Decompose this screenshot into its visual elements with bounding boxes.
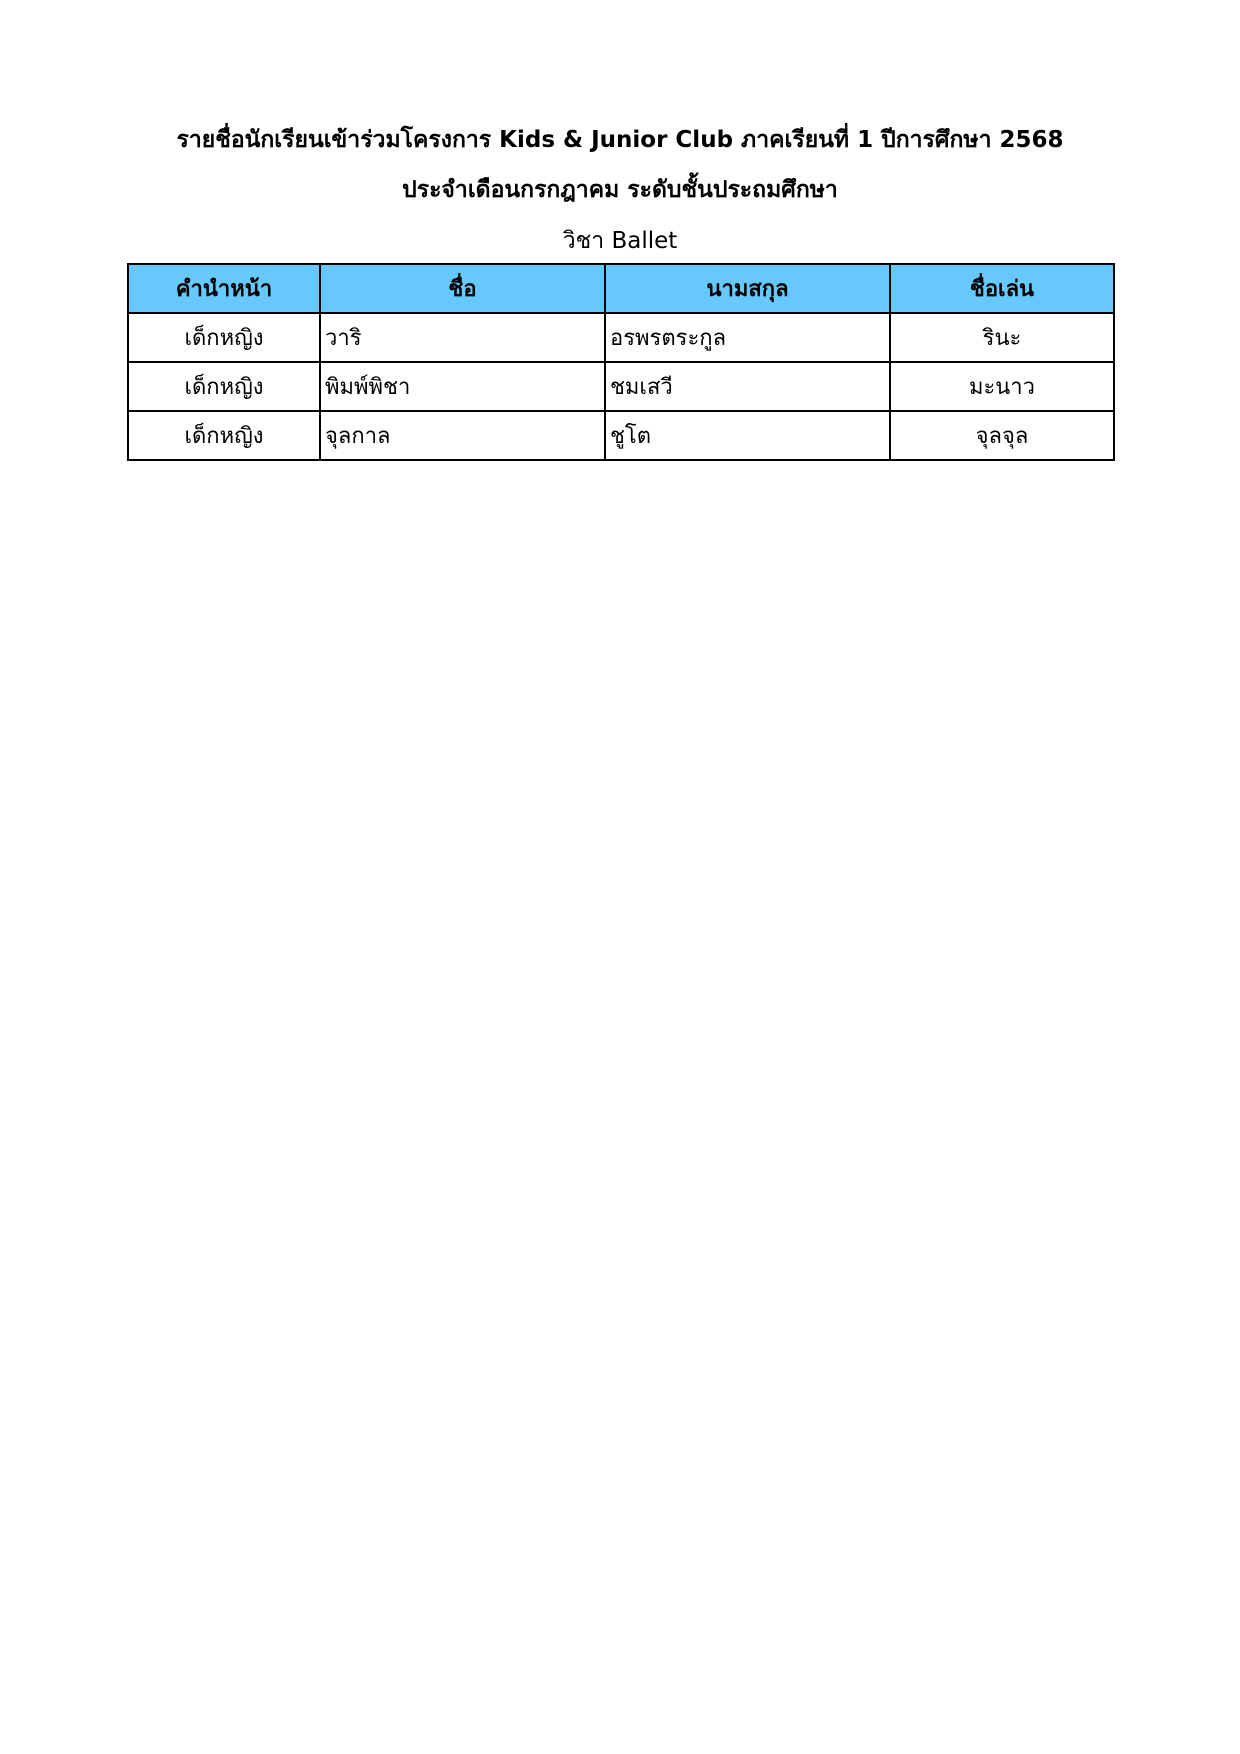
column-header-prefix: คำนำหน้า xyxy=(128,264,320,313)
cell-first-name: พิมพ์พิชา xyxy=(320,362,605,411)
cell-prefix: เด็กหญิง xyxy=(128,411,320,460)
cell-last-name: ชูโต xyxy=(605,411,890,460)
table-row xyxy=(128,411,1114,460)
column-header-first-name: ชื่อ xyxy=(320,264,605,313)
student-roster-table xyxy=(127,263,1115,461)
cell-first-name: จุลกาล xyxy=(320,411,605,460)
column-header-last-name: นามสกุล xyxy=(605,264,890,313)
document-subtitle: ประจำเดือนกรกฎาคม ระดับชั้นประถมศึกษา xyxy=(402,177,838,203)
cell-prefix: เด็กหญิง xyxy=(128,362,320,411)
cell-nickname: จุลจุล xyxy=(890,411,1114,460)
table-row xyxy=(128,362,1114,411)
cell-nickname: มะนาว xyxy=(890,362,1114,411)
column-header-nickname: ชื่อเล่น xyxy=(890,264,1114,313)
cell-prefix: เด็กหญิง xyxy=(128,313,320,362)
table-row xyxy=(128,313,1114,362)
subject-heading: วิชา Ballet xyxy=(562,228,678,254)
table-header-row xyxy=(128,264,1114,313)
document-title: รายชื่อนักเรียนเข้าร่วมโครงการ Kids & Junior Club ภาคเรียนที่ 1 ปีการศึกษา 2568 xyxy=(176,127,1064,153)
cell-last-name: อรพรตระกูล xyxy=(605,313,890,362)
cell-first-name: วาริ xyxy=(320,313,605,362)
cell-last-name: ชมเสวี xyxy=(605,362,890,411)
cell-nickname: รินะ xyxy=(890,313,1114,362)
